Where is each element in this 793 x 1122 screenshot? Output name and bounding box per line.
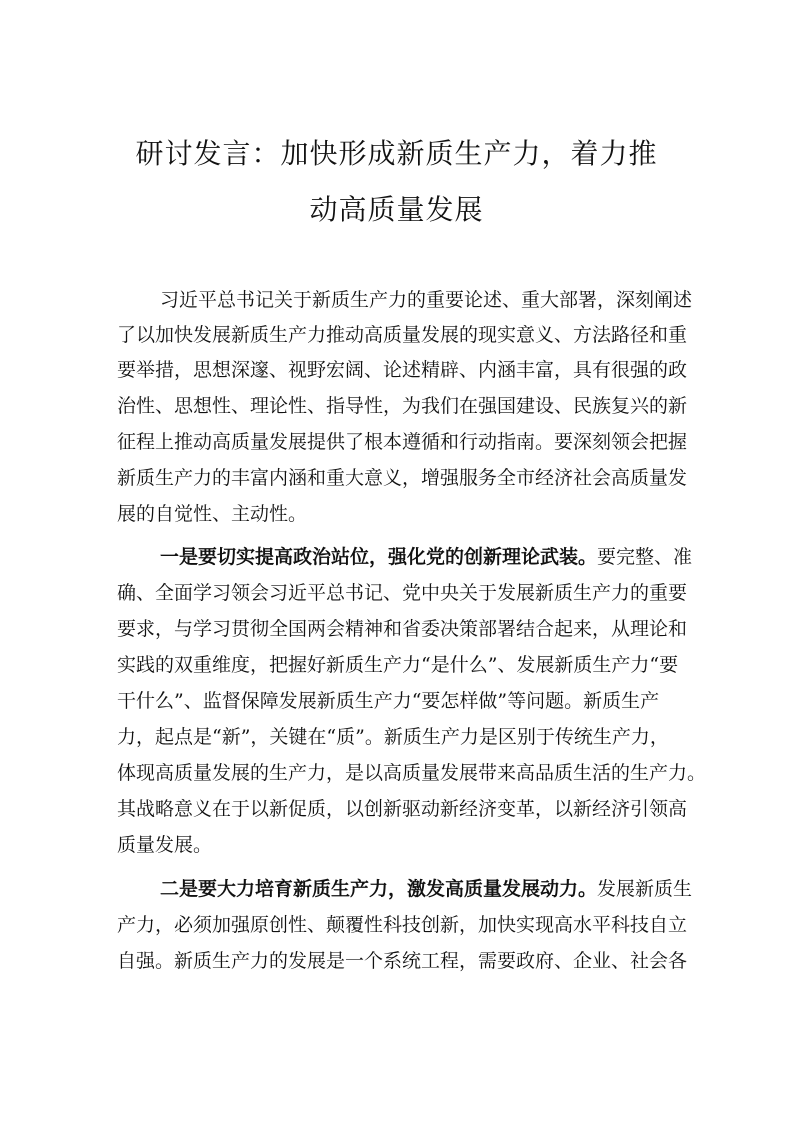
paragraph-2-line: 干什么”、监督保障发展新质生产力“要怎样做”等问题。新质生产	[117, 690, 660, 712]
paragraph-3-first-line	[160, 877, 692, 901]
paragraph-1-line: 治性、思想性、理论性、指导性，为我们在强国建设、民族复兴的新	[117, 395, 688, 417]
paragraph-2-line: 体现高质量发展的生产力，是以高质量发展带来高品质生活的生产力。	[117, 762, 707, 784]
paragraph-3-first-line-rest: 发展新质生	[597, 878, 693, 900]
document-title-line-2: 动高质量发展	[309, 193, 484, 226]
paragraph-1-line: 要举措，思想深邃、视野宏阔、论述精辟、内涵丰富，具有很强的政	[117, 359, 688, 381]
paragraph-2-first-line	[160, 545, 692, 569]
paragraph-3-line: 自强。新质生产力的发展是一个系统工程，需要政府、企业、社会各	[117, 950, 688, 972]
paragraph-2-first-line-rest: 要完整、准	[597, 546, 693, 568]
paragraph-3-line: 产力，必须加强原创性、颠覆性科技创新，加快实现高水平科技自立	[117, 914, 688, 936]
paragraph-2-line: 质量发展。	[117, 834, 213, 856]
paragraph-3-lead: 二是要大力培育新质生产力，激发高质量发展动力。	[160, 878, 598, 900]
document-title-line-1: 研讨发言：加快形成新质生产力，着力推	[135, 137, 658, 170]
paragraph-2-line: 其战略意义在于以新促质，以创新驱动新经济变革，以新经济引领高	[117, 798, 688, 820]
paragraph-2-line: 确、全面学习领会习近平总书记、党中央关于发展新质生产力的重要	[117, 582, 688, 604]
paragraph-1-line: 新质生产力的丰富内涵和重大意义，增强服务全市经济社会高质量发	[117, 467, 688, 489]
paragraph-2-line: 力，起点是“新”，关键在“质”。新质生产力是区别于传统生产力，	[117, 726, 669, 748]
paragraph-1-line: 展的自觉性、主动性。	[117, 503, 308, 525]
paragraph-2-line: 实践的双重维度，把握好新质生产力“是什么”、发展新质生产力“要	[117, 654, 679, 676]
paragraph-1-line: 了以加快发展新质生产力推动高质量发展的现实意义、方法路径和重	[117, 324, 688, 346]
paragraph-2-line: 要求，与学习贯彻全国两会精神和省委决策部署结合起来，从理论和	[117, 618, 688, 640]
paragraph-1-line: 习近平总书记关于新质生产力的重要论述、重大部署，深刻阐述	[160, 289, 693, 311]
paragraph-2-lead: 一是要切实提高政治站位，强化党的创新理论武装。	[160, 546, 598, 568]
paragraph-1-line: 征程上推动高质量发展提供了根本遵循和行动指南。要深刻领会把握	[117, 431, 688, 453]
